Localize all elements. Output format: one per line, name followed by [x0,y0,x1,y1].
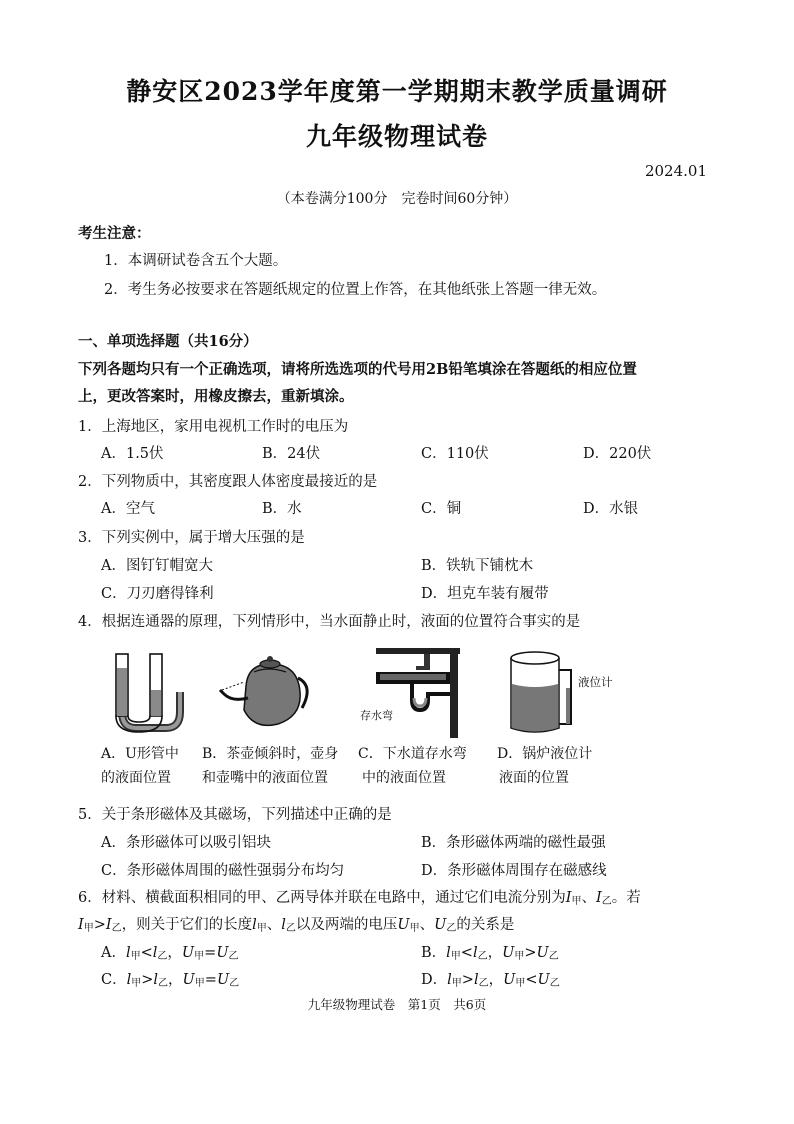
teapot-figure [218,652,314,734]
level-gauge-label: 液位计 [578,675,613,689]
notice-item-1: 1．本调研试卷含五个大题。 [104,253,288,269]
q6-option-a: A．$l_甲<l_乙$，$U_甲=U_乙$ [101,945,239,962]
q3-option-a: A．图钉钉帽宽大 [101,558,213,574]
drain-trap-label: 存水弯 [360,709,393,722]
q6-option-d: D．$l_甲>l_乙$，$U_甲<U_乙$ [421,972,560,989]
q6-option-c: C．$l_甲>l_乙$，$U_甲=U_乙$ [101,972,240,989]
q2-option-b: B．水 [262,501,302,517]
q2-option-c: C．铜 [421,501,462,517]
q4-caption-d-line1: D．锅炉液位计 [497,746,593,762]
u-tube-figure [108,652,190,734]
q2-stem: 2．下列物质中，其密度跟人体密度最接近的是 [78,474,378,490]
q6-stem-line2: $I_甲>I_乙$，则关于它们的长度$l_甲$、$l_乙$以及两端的电压$U_甲$、$U_乙$的关系是 [78,917,515,934]
q3-option-b: B．铁轨下铺枕木 [421,558,534,574]
q6-stem-line1: 6．材料、横截面积相同的甲、乙两导体并联在电路中，通过它们电流分别为$I_甲$、$I_乙$。若 [78,890,641,907]
q2-option-d: D．水银 [583,501,639,517]
exam-subtitle: 九年级物理试卷 [305,122,488,151]
boiler-gauge-figure [505,648,579,738]
q3-option-d: D．坦克车装有履带 [421,586,549,602]
score-time-line: （本卷满分100分 完卷时间60分钟） [276,191,518,207]
q5-option-b: B．条形磁体两端的磁性最强 [421,835,606,851]
q4-caption-a-line1: A．U形管中 [101,746,179,762]
q3-option-c: C．刀刃磨得锋利 [101,586,214,602]
drain-trap-figure [358,648,462,740]
q1-option-d: D．220伏 [583,446,652,462]
exam-date: 2024.01 [644,162,707,180]
q1-stem: 1．上海地区，家用电视机工作时的电压为 [78,419,349,435]
q5-option-a: A．条形磁体可以吸引铝块 [101,835,271,851]
q4-caption-a-line2: 的液面位置 [101,770,171,786]
q4-stem: 4．根据连通器的原理，下列情形中，当水面静止时，液面的位置符合事实的是 [78,614,581,630]
notice-item-2: 2．考生务必按要求在答题纸规定的位置上作答，在其他纸张上答题一律无效。 [104,282,607,298]
q4-caption-d-line2: 液面的位置 [499,770,569,786]
q6-option-b: B．$l_甲<l_乙$，$U_甲>U_乙$ [421,945,559,962]
page-footer: 九年级物理试卷 第1页 共6页 [307,997,487,1012]
q4-caption-c-line2: 中的液面位置 [362,770,446,786]
q1-option-c: C．110伏 [421,446,489,462]
q5-option-c: C．条形磁体周围的磁性强弱分布均匀 [101,863,345,879]
q1-option-b: B．24伏 [262,446,321,462]
notice-heading: 考生注意： [78,225,151,242]
q2-option-a: A．空气 [101,501,155,517]
q5-stem: 5．关于条形磁体及其磁场，下列描述中正确的是 [78,807,392,823]
q5-option-d: D．条形磁体周围存在磁感线 [421,863,607,879]
q1-option-a: A．1.5伏 [101,446,164,462]
section1-instruction-1: 下列各题均只有一个正确选项，请将所选选项的代号用2B铅笔填涂在答题纸的相应位置 [78,361,637,378]
q4-caption-c-line1: C．下水道存水弯 [358,746,467,762]
section1-instruction-2: 上，更改答案时，用橡皮擦去，重新填涂。 [78,388,354,405]
q4-caption-b-line2: 和壶嘴中的液面位置 [202,770,328,786]
section1-heading: 一、单项选择题（共16分） [78,333,258,350]
q3-stem: 3．下列实例中，属于增大压强的是 [78,530,305,546]
q4-caption-b-line1: B．茶壶倾斜时，壶身 [202,746,339,762]
exam-title: 静安区2023学年度第一学期期末教学质量调研 [126,77,668,106]
